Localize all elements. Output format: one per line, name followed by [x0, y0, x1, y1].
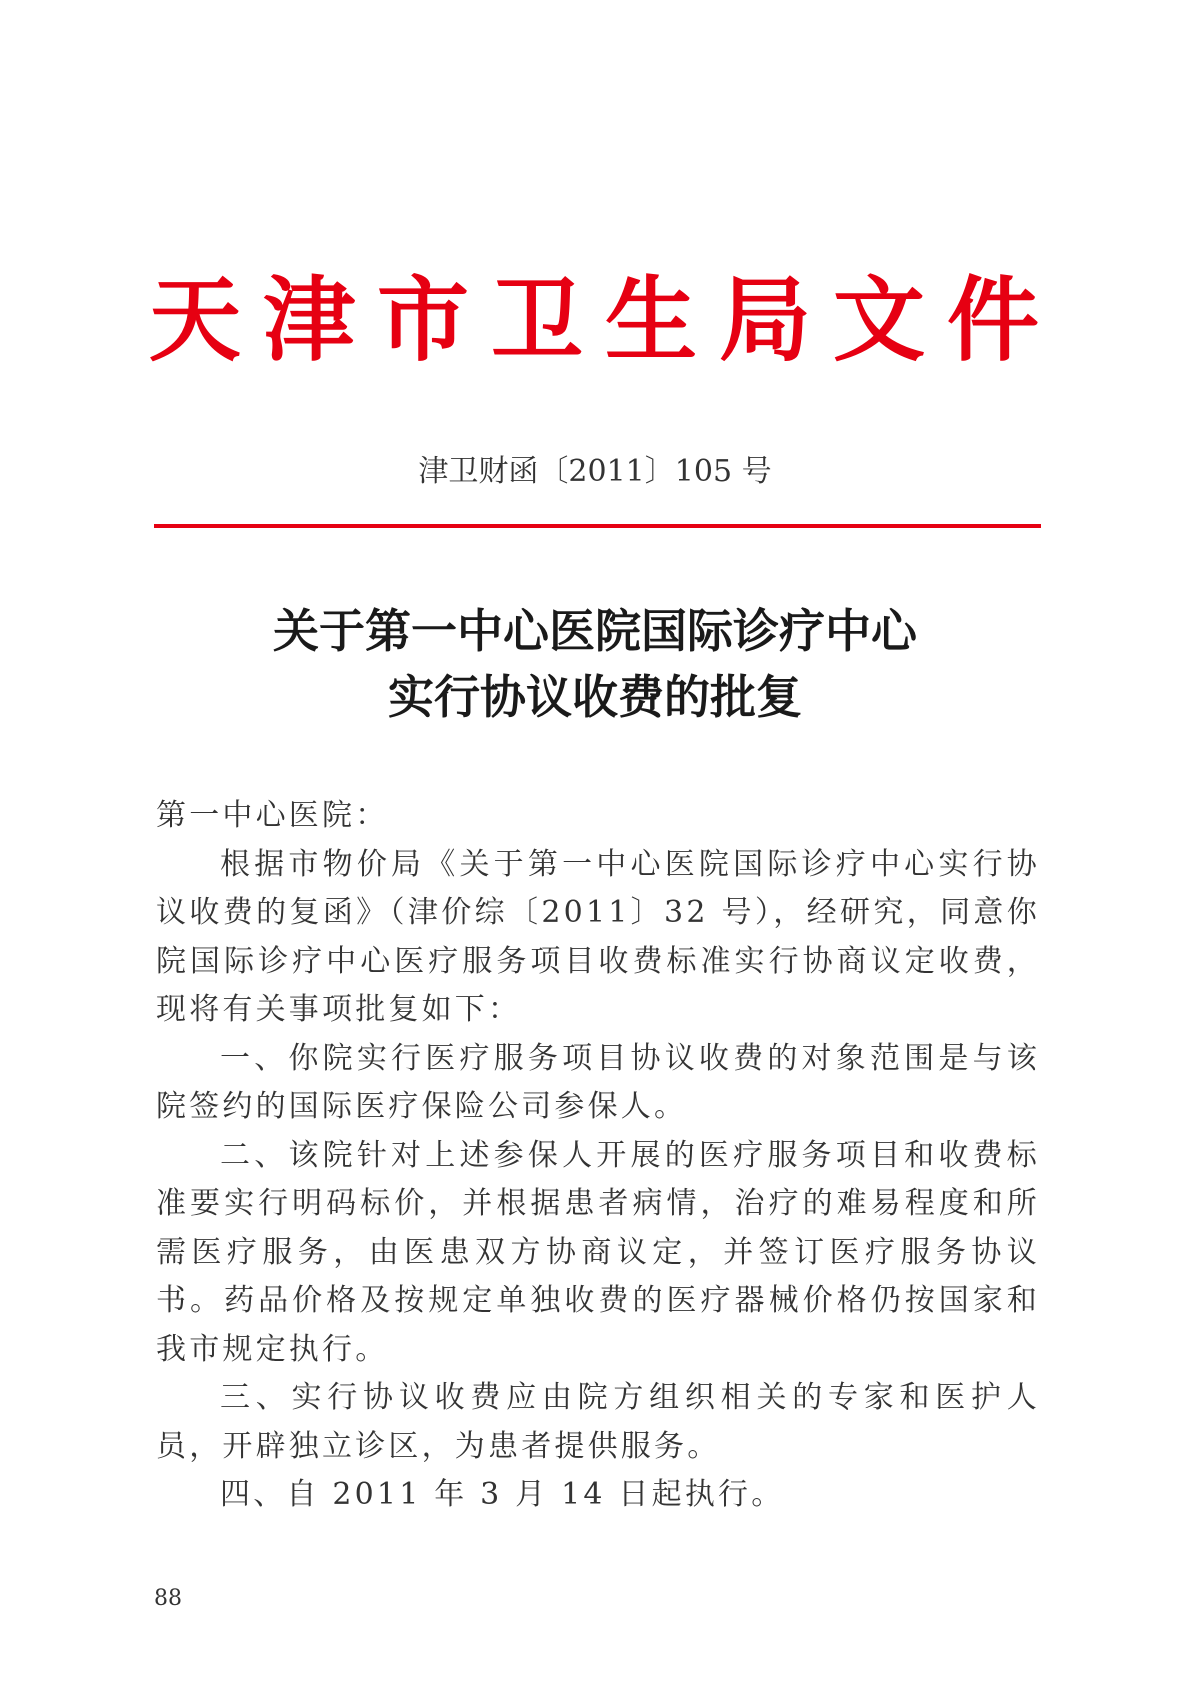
- header-divider-rule: [154, 524, 1041, 528]
- document-title-line-1: 关于第一中心医院国际诊疗中心: [273, 604, 917, 658]
- page-number: 88: [154, 1586, 182, 1611]
- document-number: 津卫财函〔2011〕105 号: [418, 454, 772, 489]
- body-paragraph-item-2: 二、该院针对上述参保人开展的医疗服务项目和收费标准要实行明码标价，并根据患者病情，治疗的难易程度和所需医疗服务，由医患双方协商议定，并签订医疗服务协议书。药品价格及按规定单独收费的医疗器械价格仍按国家和我市规定执行。: [156, 1137, 1040, 1367]
- body-paragraph-item-4: 四、自 2011 年 3 月 14 日起执行。: [220, 1477, 785, 1512]
- addressee: 第一中心医院：: [156, 798, 389, 833]
- document-header-title: 天津市卫生局文件: [148, 266, 1061, 374]
- body-paragraph-intro: 根据市物价局《关于第一中心医院国际诊疗中心实行协议收费的复函》（津价综〔2011〕32 号），经研究，同意你院国际诊疗中心医疗服务项目收费标准实行协商议定收费，现将有关事项批复如下：: [156, 846, 1040, 1027]
- document-title-line-2: 实行协议收费的批复: [388, 670, 802, 724]
- body-paragraph-item-3: 三、实行协议收费应由院方组织相关的专家和医护人员，开辟独立诊区，为患者提供服务。: [156, 1380, 1040, 1464]
- document-body: [156, 792, 1040, 1520]
- document-title: [0, 598, 1190, 730]
- body-paragraph-item-1: 一、你院实行医疗服务项目协议收费的对象范围是与该院签约的国际医疗保险公司参保人。: [156, 1040, 1040, 1124]
